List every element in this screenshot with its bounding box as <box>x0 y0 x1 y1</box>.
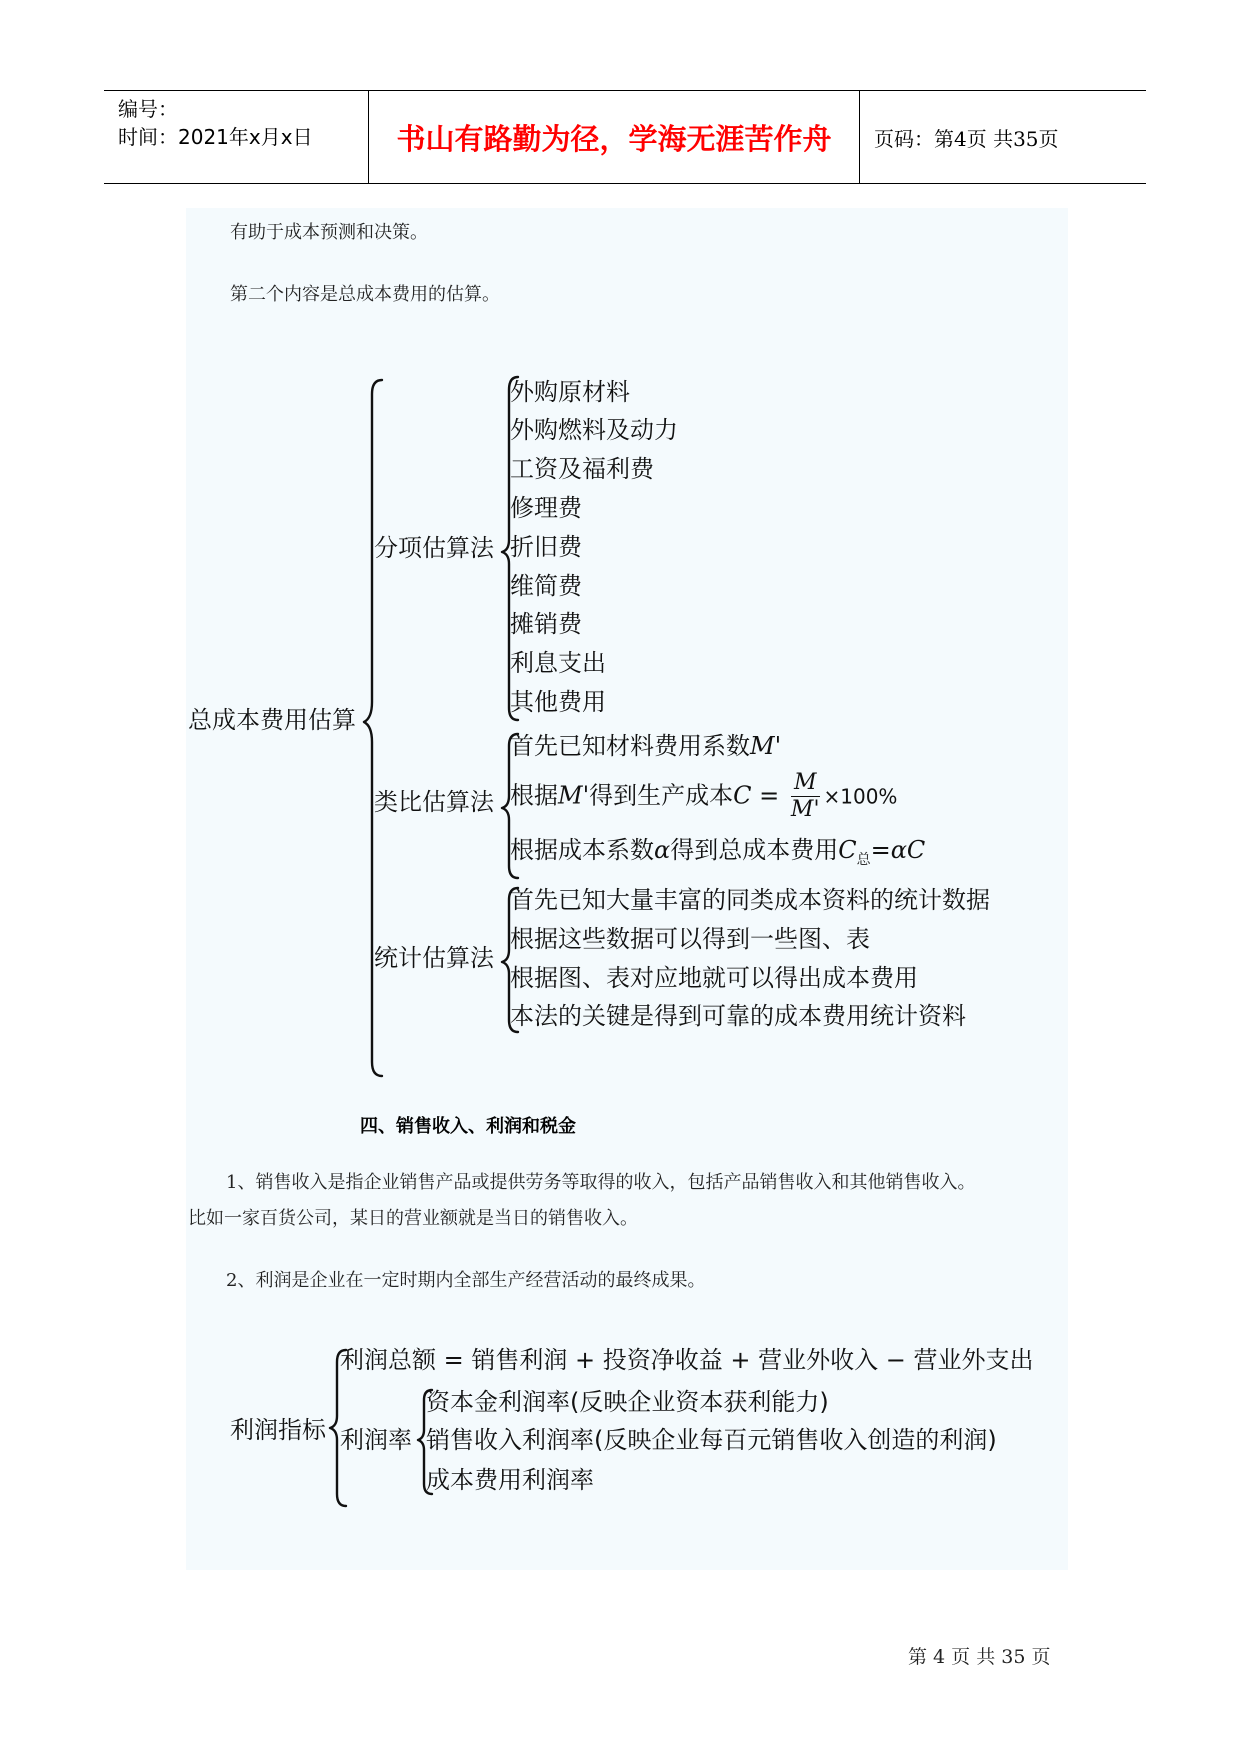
symbol-alpha: α <box>654 836 671 864</box>
analogy-item-a <box>510 734 781 758</box>
equals-sign: = <box>870 836 891 864</box>
paragraph-3-line-2: 比如一家百货公司，某日的营业额就是当日的销售收入。 <box>188 1208 638 1229</box>
profit-rate-item: 成本费用利润率 <box>426 1466 594 1494</box>
itemized-item: 外购原材料 <box>510 378 630 406</box>
statistical-item: 本法的关键是得到可靠的成本费用统计资料 <box>510 1002 966 1030</box>
profit-diagram-root: 利润指标 <box>230 1416 326 1444</box>
symbol-m-prime: M' <box>750 732 782 760</box>
statistical-item: 首先已知大量丰富的同类成本资料的统计数据 <box>510 886 990 914</box>
analogy-a-text: 首先已知材料费用系数 <box>510 732 750 760</box>
profit-rate-item: 资本金利润率(反映企业资本获利能力) <box>426 1388 829 1416</box>
symbol-alpha-c: αC <box>890 836 926 864</box>
analogy-c-text2: 得到总成本费用 <box>670 836 839 864</box>
percent-tail: ×100% <box>823 784 898 809</box>
page-footer: 第 4 页 共 35 页 <box>908 1646 1051 1668</box>
fraction-numerator: M <box>791 772 820 797</box>
itemized-item: 修理费 <box>510 494 582 522</box>
header-motto: 书山有路勤为径，学海无涯苦作舟 <box>369 91 860 183</box>
symbol-m-prime: M' <box>558 781 590 810</box>
section-title: 四、销售收入、利润和税金 <box>360 1116 576 1137</box>
paragraph-1: 有助于成本预测和决策。 <box>230 222 428 243</box>
cost-diagram-root: 总成本费用估算 <box>188 706 356 734</box>
analogy-b-text1: 根据 <box>510 781 558 810</box>
method-statistical: 统计估算法 <box>374 944 494 972</box>
method-itemized: 分项估算法 <box>374 534 494 562</box>
statistical-item: 根据图、表对应地就可以得出成本费用 <box>510 964 918 992</box>
time-label: 时间：2021年x月x日 <box>118 125 313 149</box>
analogy-item-b <box>510 772 897 821</box>
itemized-item: 摊销费 <box>510 610 582 638</box>
itemized-item: 折旧费 <box>510 533 582 561</box>
analogy-item-c <box>510 838 925 867</box>
profit-rate-item: 销售收入利润率(反映企业每百元销售收入创造的利润) <box>426 1426 997 1454</box>
analogy-b-text2: 得到生产成本 <box>589 781 734 810</box>
analogy-c-text1: 根据成本系数 <box>510 836 654 864</box>
paragraph-4: 2、利润是企业在一定时期内全部生产经营活动的最终成果。 <box>226 1270 706 1291</box>
fraction <box>791 772 820 821</box>
header-page-label: 页码：第4页 共35页 <box>874 126 1059 151</box>
paragraph-2: 第二个内容是总成本费用的估算。 <box>230 284 500 305</box>
paragraph-3-line-1: 1、销售收入是指企业销售产品或提供劳务等取得的收入，包括产品销售收入和其他销售收入。 <box>226 1172 976 1193</box>
itemized-item: 外购燃料及动力 <box>510 416 678 444</box>
fraction-denominator: M' <box>790 797 820 822</box>
profit-total-formula: 利润总额 = 销售利润 + 投资净收益 + 营业外收入 − 营业外支出 <box>340 1346 1034 1374</box>
itemized-item: 工资及福利费 <box>510 455 654 483</box>
statistical-item: 根据这些数据可以得到一些图、表 <box>510 925 870 953</box>
subscript-total: 总 <box>856 852 871 868</box>
equals-sign: = <box>751 781 787 810</box>
symbol-c: C <box>838 836 857 864</box>
symbol-c: C <box>733 781 752 810</box>
itemized-item: 其他费用 <box>510 688 606 716</box>
number-label: 编号： <box>118 97 178 121</box>
itemized-item: 维简费 <box>510 572 582 600</box>
itemized-item: 利息支出 <box>510 649 606 677</box>
profit-rate-label: 利润率 <box>340 1426 412 1454</box>
method-analogy: 类比估算法 <box>374 788 494 816</box>
